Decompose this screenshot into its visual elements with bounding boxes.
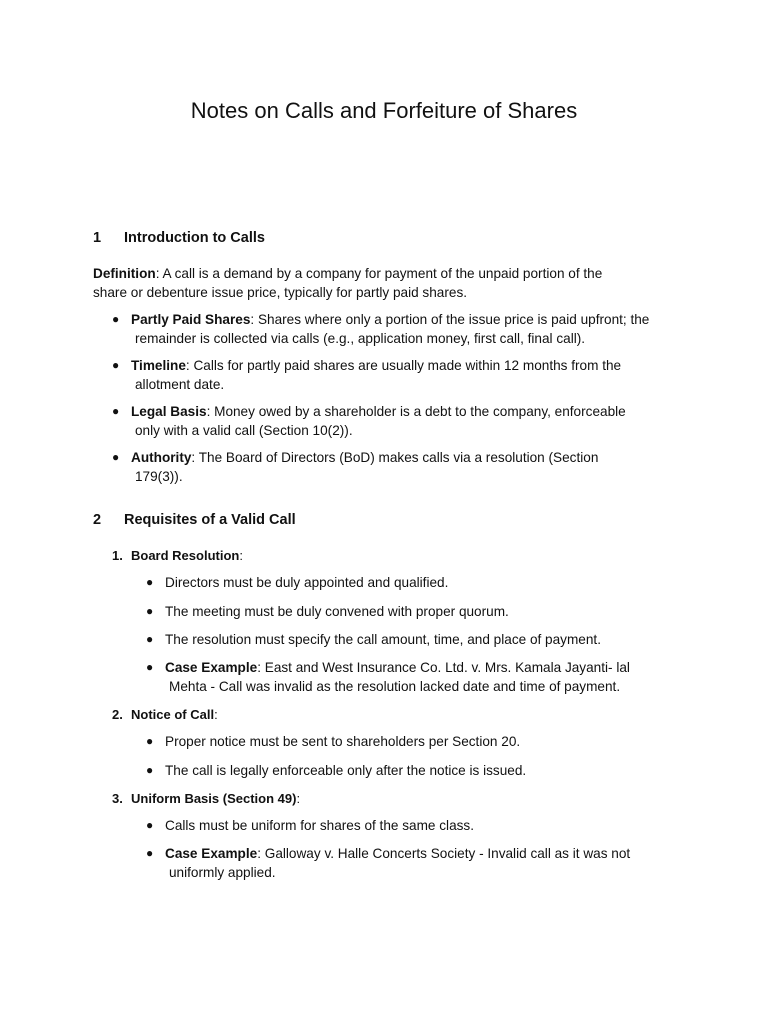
- item-label: Partly Paid Shares: [131, 312, 251, 327]
- item-label: Legal Basis: [131, 404, 207, 419]
- bullet-icon: ●: [146, 763, 154, 777]
- item-text-cont: allotment date.: [135, 377, 225, 392]
- bullet-icon: ●: [112, 404, 120, 418]
- definition-label: Definition: [93, 266, 156, 281]
- list-item: [146, 658, 665, 696]
- item-text: The meeting must be duly convened with proper quorum.: [165, 604, 509, 619]
- item-suffix: :: [296, 791, 301, 806]
- bullet-icon: ●: [112, 358, 120, 372]
- list-item: [146, 602, 665, 621]
- item-label: Case Example: [165, 660, 258, 675]
- section-number: 2: [93, 512, 102, 528]
- numbered-item: [112, 789, 300, 808]
- item-label: Notice of Call: [131, 707, 215, 722]
- list-item: [146, 573, 665, 592]
- item-text: : Shares where only a portion of the issue price is paid upfront; the: [250, 312, 650, 327]
- definition-text-cont: share or debenture issue price, typically for partly paid shares.: [93, 285, 468, 300]
- bullet-icon: ●: [112, 312, 120, 326]
- list-item: [112, 356, 673, 394]
- section-1-heading: [93, 229, 265, 248]
- section-title: Requisites of a Valid Call: [124, 512, 296, 528]
- bullet-icon: ●: [146, 734, 154, 748]
- list-item: [146, 844, 665, 882]
- list-item: [146, 761, 665, 780]
- item-text: : Galloway v. Halle Concerts Society - Invalid call as it was not: [257, 846, 631, 861]
- document-title: Notes on Calls and Forfeiture of Shares: [190, 98, 578, 123]
- numbered-item: [112, 546, 243, 565]
- item-label: Uniform Basis (Section 49): [131, 791, 297, 806]
- list-item: [112, 402, 673, 440]
- list-item: [146, 630, 665, 649]
- bullet-icon: ●: [146, 846, 154, 860]
- item-text-cont: only with a valid call (Section 10(2)).: [135, 423, 353, 438]
- item-label: Case Example: [165, 846, 258, 861]
- bullet-icon: ●: [146, 660, 154, 674]
- item-suffix: :: [214, 707, 218, 722]
- item-text: : East and West Insurance Co. Ltd. v. Mrs. Kamala Jayanti- lal: [257, 660, 630, 675]
- item-text: The call is legally enforceable only after the notice is issued.: [165, 763, 527, 778]
- list-item: [146, 816, 665, 835]
- item-text-cont: Mehta - Call was invalid as the resolution lacked date and time of payment.: [169, 679, 621, 694]
- item-text: : Money owed by a shareholder is a debt to the company, enforceable: [206, 404, 626, 419]
- item-text: Calls must be uniform for shares of the same class.: [165, 818, 474, 833]
- bullet-icon: ●: [146, 575, 154, 589]
- bullet-icon: ●: [112, 450, 120, 464]
- definition-text: : A call is a demand by a company for payment of the unpaid portion of the: [155, 266, 603, 281]
- bullet-icon: ●: [146, 604, 154, 618]
- numbered-item: [112, 705, 218, 724]
- section-title: Introduction to Calls: [124, 230, 265, 246]
- list-item: [112, 310, 673, 348]
- item-label: Board Resolution: [131, 548, 240, 563]
- item-label: Authority: [131, 450, 192, 465]
- item-number: 2.: [112, 707, 123, 722]
- list-item: [146, 732, 665, 751]
- definition-paragraph: [93, 264, 661, 302]
- item-number: 3.: [112, 791, 123, 806]
- bullet-icon: ●: [146, 818, 154, 832]
- item-text: Directors must be duly appointed and qualified.: [165, 575, 449, 590]
- item-text-cont: uniformly applied.: [169, 865, 276, 880]
- item-text-cont: 179(3)).: [135, 469, 183, 484]
- item-text: : The Board of Directors (BoD) makes calls via a resolution (Section: [191, 450, 599, 465]
- item-text: Proper notice must be sent to shareholders per Section 20.: [165, 734, 521, 749]
- section-number: 1: [93, 230, 102, 246]
- item-text: : Calls for partly paid shares are usually made within 12 months from the: [185, 358, 622, 373]
- list-item: [112, 448, 673, 486]
- item-label: Timeline: [131, 358, 186, 373]
- item-text: The resolution must specify the call amount, time, and place of payment.: [165, 632, 601, 647]
- item-text-cont: remainder is collected via calls (e.g., application money, first call, final call).: [135, 331, 586, 346]
- item-number: 1.: [112, 548, 123, 563]
- bullet-icon: ●: [146, 632, 154, 646]
- section-2-heading: [93, 511, 296, 530]
- item-suffix: :: [239, 548, 243, 563]
